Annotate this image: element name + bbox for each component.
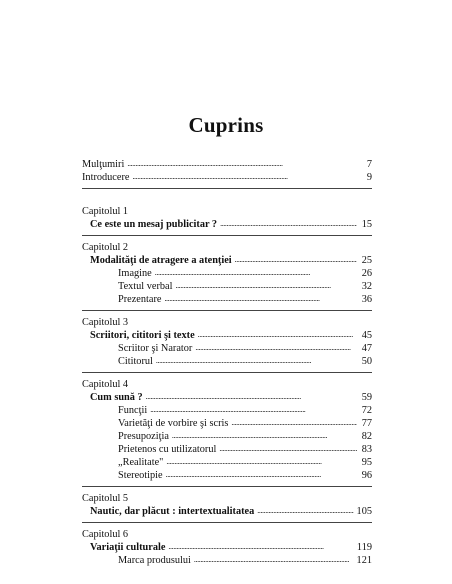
toc-chapter-title[interactable] <box>82 505 372 518</box>
toc-entry-label: Nautic, dar plăcut : intertextualitatea <box>90 506 255 517</box>
dot-leader <box>166 468 357 481</box>
dot-leader <box>166 455 357 468</box>
toc-entry-page: 9 <box>366 172 372 183</box>
chapter-heading: Capitolul 3 <box>82 317 129 328</box>
toc-entry-label: Modalităţi de atragere a atenţiei <box>90 255 232 266</box>
dot-leader <box>164 292 357 305</box>
dot-leader <box>257 504 353 517</box>
dot-leader <box>127 157 357 170</box>
divider <box>82 188 372 189</box>
toc-entry-label: Prezentare <box>118 294 162 305</box>
page-title: Cuprins <box>188 113 264 137</box>
toc-entry-label: Scriitor şi Narator <box>118 343 193 354</box>
toc-entry-label: Funcţii <box>118 405 148 416</box>
toc-entry-label: Textul verbal <box>118 281 173 292</box>
dot-leader <box>150 403 357 416</box>
dot-leader <box>156 354 357 367</box>
toc-entry-page: 72 <box>361 405 372 416</box>
toc-chapter-title[interactable] <box>82 218 372 231</box>
toc-entry-page: 25 <box>361 255 372 266</box>
toc-subentry[interactable] <box>82 355 372 368</box>
divider <box>82 235 372 236</box>
dot-leader <box>175 279 357 292</box>
toc-entry-page: 96 <box>361 470 372 481</box>
toc-entry-page: 105 <box>356 506 372 517</box>
toc-entry-page: 50 <box>361 356 372 367</box>
chapter-heading: Capitolul 6 <box>82 529 129 540</box>
dot-leader <box>155 266 357 279</box>
toc-entry-page: 47 <box>361 343 372 354</box>
toc-subentry[interactable] <box>82 293 372 306</box>
divider <box>82 486 372 487</box>
toc-entry-label: „Realitate" <box>118 457 164 468</box>
toc-entry-label: Stereotipie <box>118 470 163 481</box>
dot-leader <box>220 217 357 230</box>
dot-leader <box>168 540 354 553</box>
chapter-heading: Capitolul 1 <box>82 206 129 217</box>
toc-entry-label: Varietăţi de vorbire şi scris <box>118 418 229 429</box>
toc-entry-label: Presupoziţia <box>118 431 169 442</box>
dot-leader <box>195 341 357 354</box>
chapter-heading: Capitolul 2 <box>82 242 129 253</box>
toc-entry-page: 82 <box>361 431 372 442</box>
dot-leader <box>231 416 357 429</box>
toc-entry-label: Prietenos cu utilizatorul <box>118 444 217 455</box>
toc-entry-label: Ce este un mesaj publicitar ? <box>90 219 218 230</box>
toc-entry-label: Cum sună ? <box>90 392 143 403</box>
dot-leader <box>198 328 357 341</box>
toc-entry-label: Scriitori, cititori şi texte <box>90 330 195 341</box>
toc-subentry[interactable] <box>82 469 372 482</box>
chapter-heading: Capitolul 4 <box>82 379 129 390</box>
toc-entry-label: Cititorul <box>118 356 153 367</box>
toc-entry-page: 83 <box>361 444 372 455</box>
toc-entry-page: 15 <box>361 219 372 230</box>
toc-subentry[interactable] <box>82 554 372 567</box>
toc-entry-page: 26 <box>361 268 372 279</box>
toc-entry-page: 7 <box>366 159 372 170</box>
table-of-contents <box>82 158 372 567</box>
toc-entry-page: 36 <box>361 294 372 305</box>
divider <box>82 522 372 523</box>
toc-entry-page: 119 <box>356 542 372 553</box>
dot-leader <box>219 442 357 455</box>
dot-leader <box>194 553 354 566</box>
toc-entry-page: 59 <box>361 392 372 403</box>
chapter-heading: Capitolul 5 <box>82 493 129 504</box>
toc-entry-page: 77 <box>361 418 372 429</box>
toc-entry-label: Imagine <box>118 268 152 279</box>
toc-entry-page: 95 <box>361 457 372 468</box>
toc-entry-page: 121 <box>356 555 372 566</box>
dot-leader <box>132 170 357 183</box>
dot-leader <box>146 390 357 403</box>
dot-leader <box>172 429 357 442</box>
dot-leader <box>235 253 357 266</box>
toc-entry-label: Variaţii culturale <box>90 542 166 553</box>
toc-entry-label: Introducere <box>82 172 130 183</box>
divider <box>82 372 372 373</box>
toc-entry-page: 32 <box>361 281 372 292</box>
toc-entry-page: 45 <box>361 330 372 341</box>
toc-entry-introduction[interactable] <box>82 171 372 184</box>
divider <box>82 310 372 311</box>
toc-entry-label: Marca produsului <box>118 555 191 566</box>
toc-entry-label: Mulţumiri <box>82 159 125 170</box>
